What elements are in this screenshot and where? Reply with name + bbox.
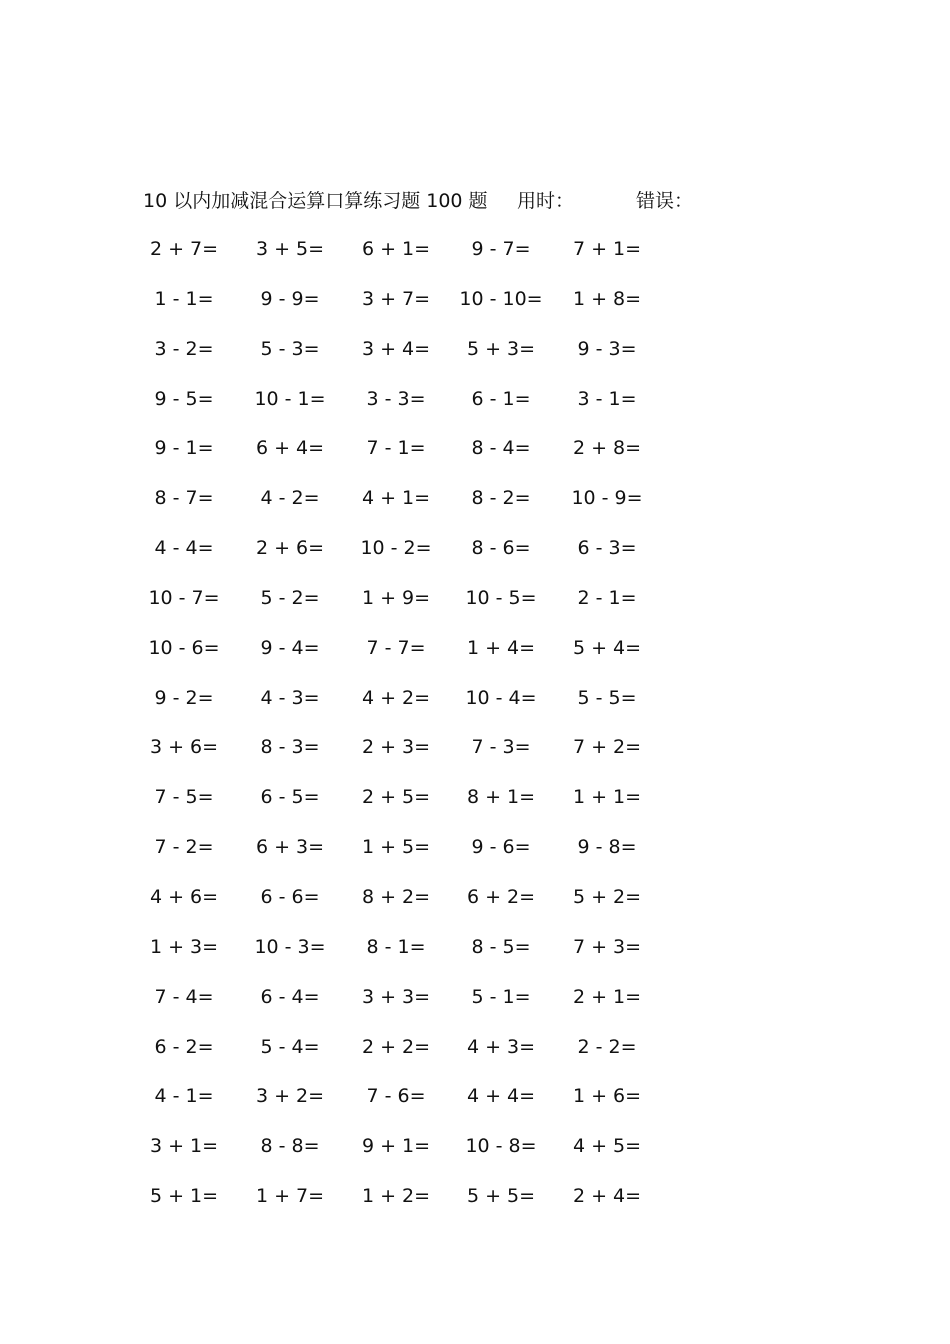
- problem-row: [0, 282, 950, 332]
- problem-row: [0, 780, 950, 830]
- problem-row: [0, 531, 950, 581]
- problem-cell: 4 + 1=: [361, 487, 431, 510]
- problem-cell: 6 - 5=: [260, 786, 320, 809]
- problem-cell: 9 + 1=: [361, 1135, 431, 1158]
- problem-cell: 7 + 3=: [572, 935, 642, 958]
- problem-cell: 5 - 3=: [260, 337, 320, 360]
- problem-row: [0, 1179, 950, 1229]
- problem-cell: 4 - 4=: [154, 537, 214, 560]
- problem-cell: 9 - 3=: [577, 337, 637, 360]
- problem-cell: 2 + 5=: [361, 786, 431, 809]
- problem-cell: 8 - 3=: [260, 736, 320, 759]
- problem-cell: 5 - 2=: [260, 586, 320, 609]
- problem-cell: 5 + 2=: [572, 885, 642, 908]
- problem-cell: 8 - 7=: [154, 487, 214, 510]
- problem-cell: 1 + 4=: [466, 636, 536, 659]
- problem-cell: 2 + 2=: [361, 1035, 431, 1058]
- problem-cell: 1 - 1=: [154, 287, 214, 310]
- problem-row: [0, 631, 950, 681]
- problem-row: [0, 681, 950, 731]
- problem-cell: 2 + 7=: [149, 238, 219, 260]
- problem-cell: 9 - 5=: [154, 387, 214, 410]
- problem-cell: 9 - 2=: [154, 686, 214, 709]
- problem-cell: 6 - 6=: [260, 885, 320, 908]
- problem-row: [0, 1129, 950, 1179]
- problem-cell: 5 - 5=: [577, 686, 637, 709]
- problem-cell: 1 + 7=: [255, 1185, 325, 1208]
- problem-cell: 8 - 4=: [471, 437, 531, 460]
- problem-cell: 3 + 1=: [149, 1135, 219, 1158]
- problem-cell: 6 + 3=: [255, 836, 325, 859]
- problem-row: [0, 232, 950, 282]
- problem-cell: 4 + 6=: [149, 885, 219, 908]
- problem-row: [0, 880, 950, 930]
- problem-cell: 6 + 2=: [466, 885, 536, 908]
- problem-cell: 3 + 2=: [255, 1085, 325, 1108]
- problem-cell: 4 + 3=: [466, 1035, 536, 1058]
- problem-cell: 9 - 8=: [577, 836, 637, 859]
- problem-cell: 1 + 2=: [361, 1185, 431, 1208]
- problem-row: [0, 1030, 950, 1080]
- problem-cell: 8 - 2=: [471, 487, 531, 510]
- problem-grid: [0, 232, 950, 1229]
- problem-cell: 2 + 4=: [572, 1185, 642, 1208]
- problem-cell: 2 - 1=: [577, 586, 637, 609]
- problem-cell: 10 - 3=: [254, 935, 326, 958]
- problem-row: [0, 830, 950, 880]
- problem-cell: 2 + 3=: [361, 736, 431, 759]
- problem-cell: 8 - 6=: [471, 537, 531, 560]
- problem-cell: 8 + 1=: [466, 786, 536, 809]
- problem-cell: 6 - 1=: [471, 387, 531, 410]
- problem-cell: 2 - 2=: [577, 1035, 637, 1058]
- problem-cell: 4 - 2=: [260, 487, 320, 510]
- problem-cell: 5 + 1=: [149, 1185, 219, 1208]
- problem-row: [0, 382, 950, 432]
- problem-cell: 7 + 2=: [572, 736, 642, 759]
- problem-row: [0, 1079, 950, 1129]
- problem-cell: 10 - 8=: [465, 1135, 537, 1158]
- problem-cell: 1 + 8=: [572, 287, 642, 310]
- problem-cell: 10 - 5=: [465, 586, 537, 609]
- problem-cell: 1 + 5=: [361, 836, 431, 859]
- problem-cell: 7 - 6=: [366, 1085, 426, 1108]
- problem-cell: 10 - 4=: [465, 686, 537, 709]
- problem-cell: 4 + 2=: [361, 686, 431, 709]
- problem-cell: 1 + 9=: [361, 586, 431, 609]
- problem-cell: 3 + 3=: [361, 985, 431, 1008]
- problem-cell: 9 - 7=: [471, 238, 531, 260]
- problem-cell: 5 - 4=: [260, 1035, 320, 1058]
- problem-cell: 3 - 2=: [154, 337, 214, 360]
- problem-cell: 2 + 1=: [572, 985, 642, 1008]
- problem-row: [0, 730, 950, 780]
- problem-cell: 3 + 5=: [255, 238, 325, 260]
- problem-cell: 1 + 6=: [572, 1085, 642, 1108]
- problem-cell: 7 - 5=: [154, 786, 214, 809]
- worksheet-title: 10 以内加减混合运算口算练习题 100 题: [143, 190, 488, 212]
- problem-cell: 7 - 7=: [366, 636, 426, 659]
- problem-cell: 8 - 1=: [366, 935, 426, 958]
- problem-cell: 4 - 1=: [154, 1085, 214, 1108]
- problem-cell: 6 - 2=: [154, 1035, 214, 1058]
- problem-cell: 10 - 2=: [360, 537, 432, 560]
- problem-cell: 1 + 3=: [149, 935, 219, 958]
- problem-cell: 7 - 2=: [154, 836, 214, 859]
- problem-cell: 10 - 7=: [148, 586, 220, 609]
- problem-cell: 10 - 1=: [254, 387, 326, 410]
- problem-cell: 1 + 1=: [572, 786, 642, 809]
- problem-cell: 6 - 3=: [577, 537, 637, 560]
- problem-cell: 7 - 1=: [366, 437, 426, 460]
- problem-row: [0, 481, 950, 531]
- problem-cell: 8 - 5=: [471, 935, 531, 958]
- problem-cell: 8 + 2=: [361, 885, 431, 908]
- time-label: 用时：: [517, 190, 575, 212]
- problem-cell: 9 - 4=: [260, 636, 320, 659]
- problem-cell: 9 - 9=: [260, 287, 320, 310]
- problem-row: [0, 581, 950, 631]
- problem-cell: 3 + 6=: [149, 736, 219, 759]
- problem-cell: 9 - 1=: [154, 437, 214, 460]
- problem-cell: 3 + 4=: [361, 337, 431, 360]
- problem-cell: 4 + 5=: [572, 1135, 642, 1158]
- problem-cell: 10 - 10=: [459, 287, 543, 310]
- problem-cell: 3 - 1=: [577, 387, 637, 410]
- problem-cell: 5 + 5=: [466, 1185, 536, 1208]
- problem-cell: 5 + 3=: [466, 337, 536, 360]
- problem-cell: 9 - 6=: [471, 836, 531, 859]
- problem-cell: 2 + 6=: [255, 537, 325, 560]
- problem-cell: 4 - 3=: [260, 686, 320, 709]
- problem-cell: 3 + 7=: [361, 287, 431, 310]
- problem-row: [0, 980, 950, 1030]
- problem-cell: 7 - 3=: [471, 736, 531, 759]
- problem-row: [0, 431, 950, 481]
- problem-cell: 6 - 4=: [260, 985, 320, 1008]
- problem-cell: 4 + 4=: [466, 1085, 536, 1108]
- problem-cell: 5 - 1=: [471, 985, 531, 1008]
- problem-cell: 5 + 4=: [572, 636, 642, 659]
- problem-cell: 2 + 8=: [572, 437, 642, 460]
- problem-cell: 6 + 4=: [255, 437, 325, 460]
- problem-cell: 10 - 6=: [148, 636, 220, 659]
- problem-row: [0, 930, 950, 980]
- problem-cell: 8 - 8=: [260, 1135, 320, 1158]
- problem-cell: 10 - 9=: [571, 487, 643, 510]
- problem-cell: 6 + 1=: [361, 238, 431, 260]
- problem-row: [0, 332, 950, 382]
- problem-cell: 7 + 1=: [572, 238, 642, 260]
- problem-cell: 7 - 4=: [154, 985, 214, 1008]
- problem-cell: 3 - 3=: [366, 387, 426, 410]
- error-label: 错误：: [636, 190, 694, 212]
